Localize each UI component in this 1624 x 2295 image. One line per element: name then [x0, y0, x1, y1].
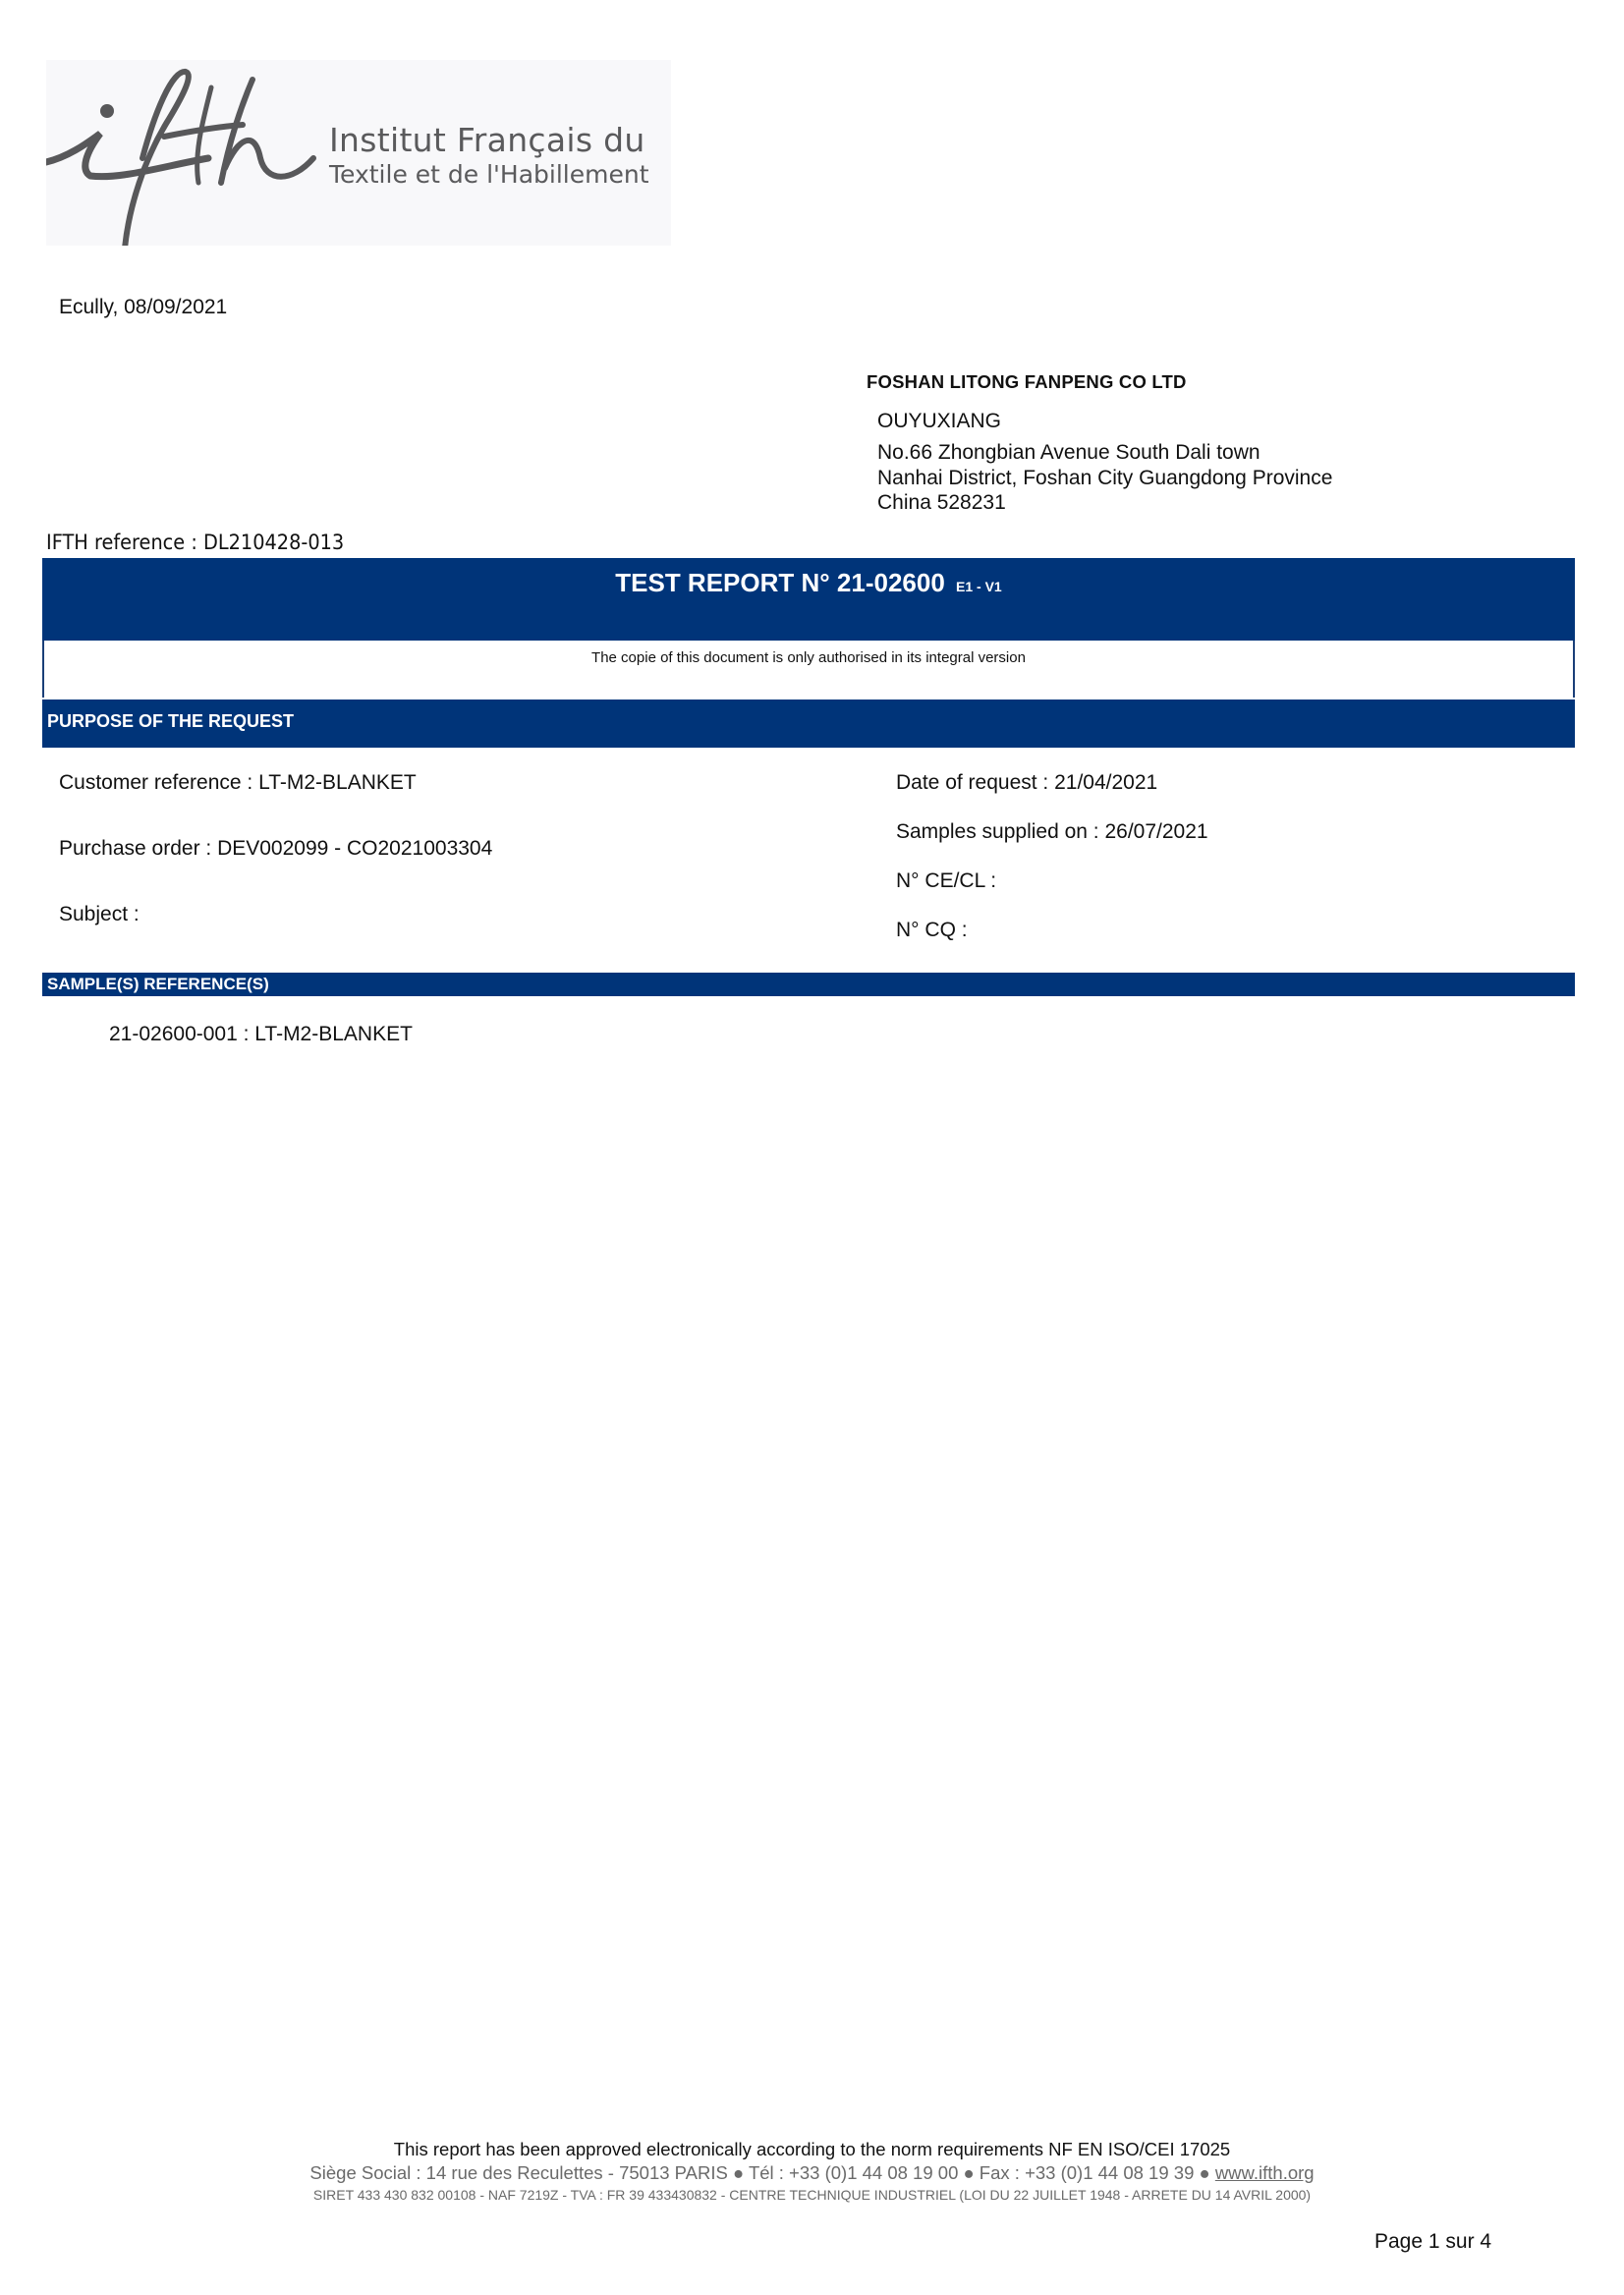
date-of-request: Date of request : 21/04/2021: [896, 771, 1158, 794]
footer-legal: SIRET 433 430 832 00108 - NAF 7219Z - TVA : FR 39 433430832 - CENTRE TECHNIQUE INDUSTRIEL (LOI DU 22 JUILLET 1948 - ARRETE DU 14 AVRIL 2000): [312, 2187, 1312, 2203]
purpose-section-header: [42, 700, 1575, 748]
recipient-address-line: Nanhai District, Foshan City Guangdong Province: [877, 467, 1333, 489]
cq-number: N° CQ :: [896, 919, 968, 941]
ce-cl-number: N° CE/CL :: [896, 869, 997, 892]
samples-supplied-on: Samples supplied on : 26/07/2021: [896, 820, 1208, 843]
report-version: E1 - V1: [956, 579, 1002, 594]
sample-reference-item: 21-02600-001 : LT-M2-BLANKET: [109, 1023, 413, 1045]
recipient-contact: OUYUXIANG: [877, 410, 1002, 432]
ifth-logo: [46, 60, 671, 246]
copy-notice-box: [42, 641, 1575, 698]
samples-heading: SAMPLE(S) REFERENCE(S): [47, 975, 269, 993]
customer-reference: Customer reference : LT-M2-BLANKET: [59, 771, 417, 794]
report-title: [42, 568, 1575, 598]
copy-notice: The copie of this document is only authorised in its integral version: [591, 649, 1026, 666]
report-title-bar: [42, 558, 1575, 641]
purchase-order: Purchase order : DEV002099 - CO2021003304: [59, 837, 493, 860]
samples-section-header: [42, 973, 1575, 996]
footer-address: [0, 2162, 1624, 2184]
ifth-reference: IFTH reference : DL210428-013: [46, 531, 345, 554]
logo-text-line2: Textile et de l'Habillement: [329, 160, 649, 189]
page-number: Page 1 sur 4: [1374, 2230, 1492, 2253]
recipient-address-line: No.66 Zhongbian Avenue South Dali town: [877, 441, 1260, 464]
recipient-company: FOSHAN LITONG FANPENG CO LTD: [867, 371, 1187, 392]
footer-address-text: Siège Social : 14 rue des Reculettes - 75013 PARIS ● Tél : +33 (0)1 44 08 19 00 ● Fax : +33 (0)1 44 08 19 39 ●: [309, 2162, 1215, 2183]
purpose-heading: PURPOSE OF THE REQUEST: [47, 711, 295, 731]
report-number: TEST REPORT N° 21-02600: [615, 568, 945, 597]
footer-approval: This report has been approved electronically according to the norm requirements NF EN ISO/CEI 17025: [393, 2139, 1231, 2159]
ifth-script-logo-icon: [46, 60, 321, 246]
website-link[interactable]: www.ifth.org: [1214, 2162, 1315, 2183]
logo-text-line1: Institut Français du: [329, 121, 645, 159]
recipient-address-line: China 528231: [877, 491, 1006, 514]
subject: Subject :: [59, 903, 140, 925]
place-date: Ecully, 08/09/2021: [59, 296, 228, 318]
